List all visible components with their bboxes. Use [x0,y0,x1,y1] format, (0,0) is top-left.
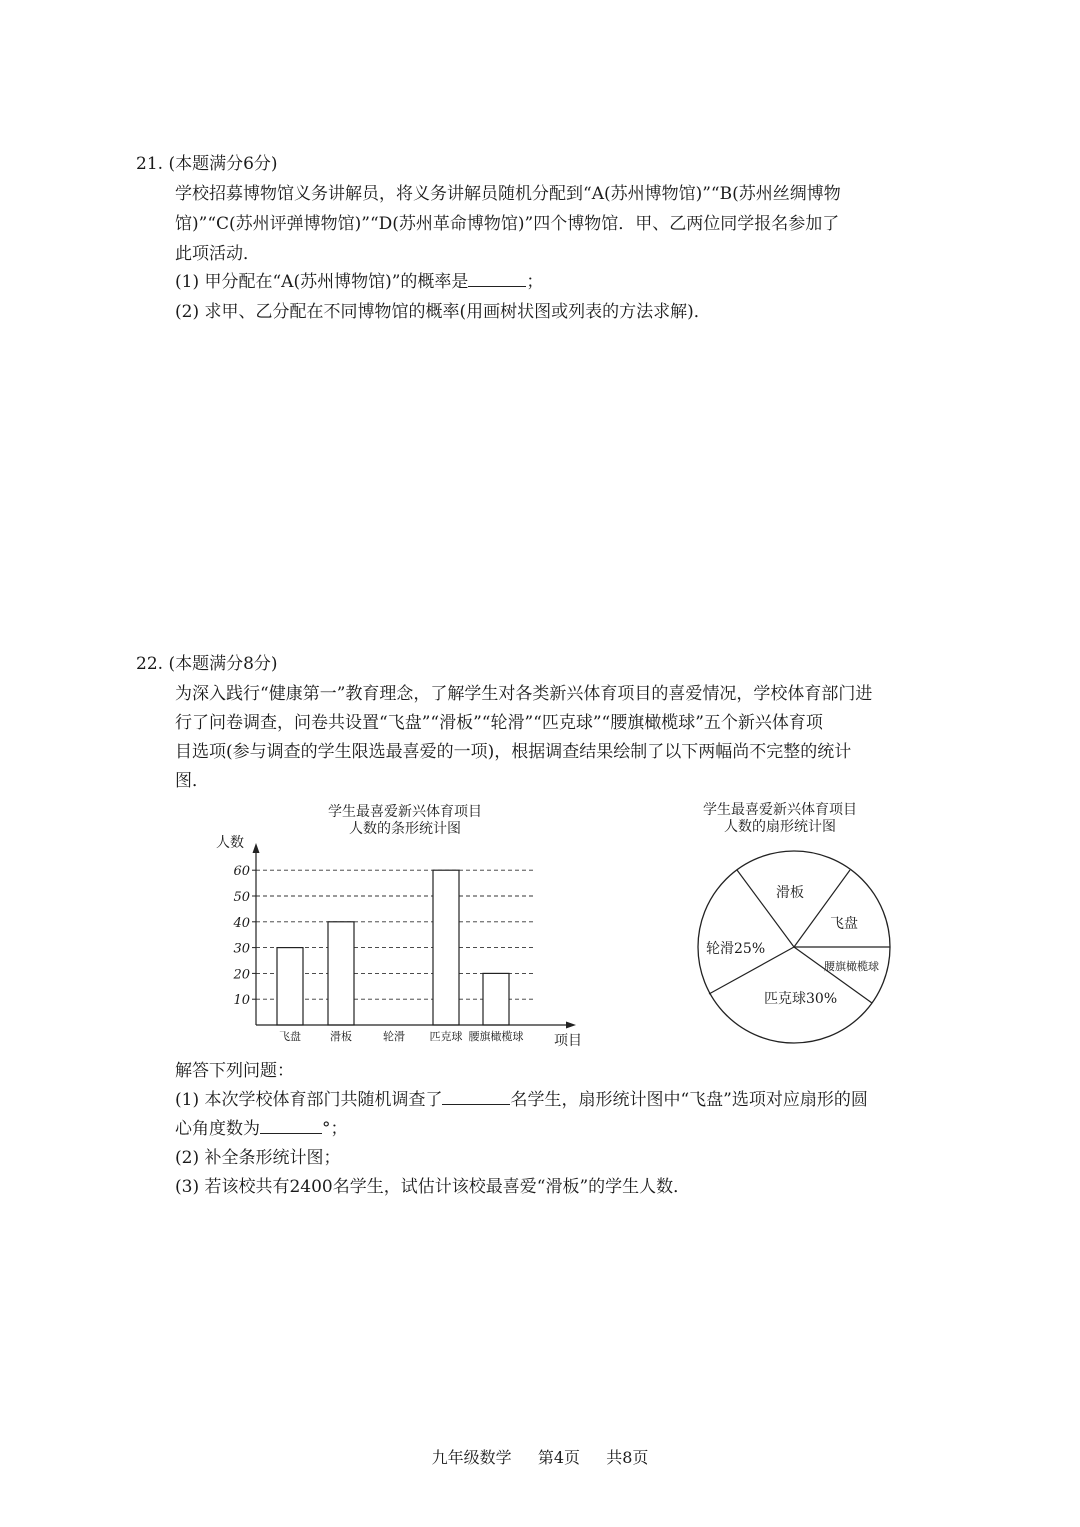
q22-sub1-line1 [175,1086,868,1115]
q22-sub1-blank-1[interactable] [442,1086,510,1105]
q22-line-2: 行了问卷调查，问卷共设置“飞盘”“滑板”“轮滑”“匹克球”“腰旗橄榄球”五个新兴体育项 [175,713,823,733]
q22-sub1-blank-2[interactable] [260,1115,322,1134]
bar-4 [433,870,459,1025]
pie-label-feipan: 飞盘 [830,916,858,932]
q22-sub2: (2) 补全条形统计图； [175,1148,341,1168]
bar-category-label-5: 腰旗橄榄球 [468,1030,524,1043]
q22-line-1: 为深入践行“健康第一”教育理念，了解学生对各类新兴体育项目的喜爱情况，学校体育部门进 [175,684,873,704]
q21-header [136,150,278,179]
q21-sub1 [175,268,543,297]
pie-chart-title-line2: 人数的扇形统计图 [724,819,836,835]
bar-chart-y-arrow [253,843,260,853]
q22-answer-intro: 解答下列问题： [175,1061,294,1081]
bar-ytick-label-20: 20 [233,967,250,983]
footer-total: 共8页 [606,1448,649,1467]
bar-category-label-3: 轮滑 [383,1030,405,1043]
pie-chart [690,840,900,1050]
q21-number: 21. [136,154,164,174]
bar-chart [200,825,600,1050]
bar-chart-title-line1: 学生最喜爱新兴体育项目 [328,804,482,820]
q22-sub1-line2 [175,1115,348,1144]
q21-score: (本题满分6分) [168,154,278,174]
bar-ytick-label-40: 40 [233,915,250,931]
q21-line-3: 此项活动． [175,244,260,264]
pie-chart-title-line1: 学生最喜爱新兴体育项目 [703,802,857,818]
bar-2 [328,922,354,1025]
q22-sub1-text-d: °； [322,1119,348,1139]
q22-sub1-text-b: 名学生，扇形统计图中“飞盘”选项对应扇形的圆 [510,1090,868,1110]
bar-5 [483,973,509,1025]
bar-chart-title-line2: 人数的条形统计图 [349,821,461,837]
bar-ytick-label-50: 50 [233,890,250,905]
q21-sub2: (2) 求甲、乙分配在不同博物馆的概率(用画树状图或列表的方法求解)． [175,302,711,322]
q22-sub1-text-a: (1) 本次学校体育部门共随机调查了 [175,1090,443,1110]
footer-page: 第4页 [537,1448,580,1467]
q22-score: (本题满分8分) [168,654,278,674]
footer-subject: 九年级数学 [431,1448,512,1467]
bar-category-label-2: 滑板 [330,1030,352,1043]
pie-chart-title [670,802,890,836]
bar-chart-ylabel: 人数 [216,835,244,851]
pie-label-lunhua: 轮滑25% [706,941,766,957]
pie-label-huaban: 滑板 [776,885,804,901]
q21-sub1-blank[interactable] [468,268,526,287]
q22-line-4: 图． [175,771,209,791]
pie-label-pikeqiu: 匹克球30% [764,991,838,1007]
q22-sub1-text-c: 心角度数为 [175,1119,260,1139]
bar-1 [277,948,303,1025]
q21-line-1: 学校招募博物馆义务讲解员，将义务讲解员随机分配到“A(苏州博物馆)”“B(苏州丝绸博物 [175,184,841,204]
q22-number: 22. [136,654,164,674]
bar-chart-xlabel: 项目 [554,1033,582,1049]
bar-category-label-4: 匹克球 [429,1030,463,1043]
bar-ytick-label-10: 10 [233,993,250,1009]
page-footer [0,1445,1080,1468]
q22-sub3: (3) 若该校共有2400名学生，试估计该校最喜爱“滑板”的学生人数． [175,1177,691,1197]
q22-line-3: 目选项(参与调查的学生限选最喜爱的一项)，根据调查结果绘制了以下两幅尚不完整的统计 [175,742,852,762]
bar-ytick-label-30: 30 [233,941,250,957]
bar-chart-x-arrow [566,1022,576,1029]
bar-ytick-label-60: 60 [233,864,250,880]
q21-sub1-text: (1) 甲分配在“A(苏州博物馆)”的概率是 [175,272,469,292]
q21-sub1-end: ； [526,272,544,292]
bar-category-label-1: 飞盘 [279,1030,301,1043]
q21-line-2: 馆)”“C(苏州评弹博物馆)”“D(苏州革命博物馆)”四个博物馆．甲、乙两位同学报名参加了 [175,214,840,234]
pie-label-yaoqi: 腰旗橄榄球 [824,960,879,973]
q22-header [136,650,278,679]
